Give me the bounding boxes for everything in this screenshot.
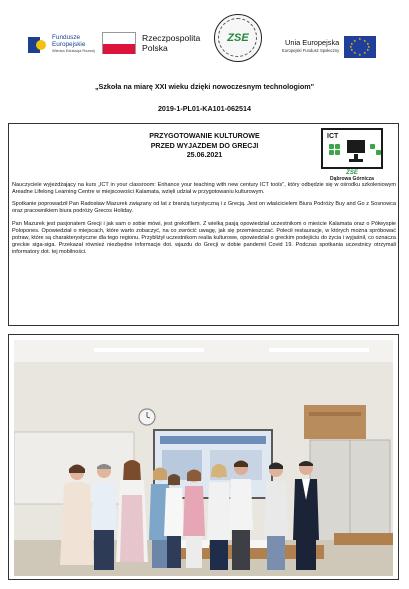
- article-paragraph: Pan Mazurek jest pasjonatem Grecji i jak sam o sobie mówi, jest grekofilem. Z wielką pasją opowiedział uczestnikom o mieście Kalamata oraz o Półwyspie Polopones. Opowiedział o miejscach, które warto zobaczyć, na co zwrócić uwagę, jak się przemieszczać. Polecił restauracje, w których można spróbować potraw, które są charakterystyczne dla tego regionu. Przybliżył uczestnikom realia kulturowe, opowiedział o greckim podejściu do życia i wyjaśnił, co oznacza greckie siga-siga. Przekazał również niezbędne informacje dot. wjazdu do Grecji w dobie pandemii Covid 19. Podczas spotkania uczestnicy otrzymali informatory dot. tej mobilności.: [12, 220, 396, 256]
- article-box: [8, 123, 399, 326]
- fe-logo-line1: Fundusze: [52, 34, 81, 41]
- fe-logo-line3: Wiedza Edukacja Rozwój: [52, 49, 95, 53]
- article-body: [12, 182, 396, 261]
- rp-logo-line2: Polska: [142, 43, 168, 53]
- photo-box: [8, 334, 399, 580]
- eu-flag-icon: ★ ★ ★ ★ ★ ★ ★ ★ ★ ★ ★ ★: [344, 36, 376, 58]
- rp-logo-line1: Rzeczpospolita: [142, 33, 201, 43]
- polish-flag-icon: [102, 32, 136, 54]
- zse-school-logo: [214, 14, 262, 62]
- group-photo: [14, 340, 393, 576]
- rzeczpospolita-logo: [102, 32, 200, 54]
- unia-europejska-logo: [282, 36, 376, 58]
- ue-logo-line1: Unia Europejska: [285, 38, 340, 47]
- article-title-line1: PRZYGOTOWANIE KULTUROWE: [149, 132, 260, 140]
- ict-school-name: ZSE: [346, 170, 358, 176]
- ict-label: ICT: [327, 133, 339, 140]
- ict-board-icon: [321, 128, 383, 169]
- project-slogan: „Szkoła na miarę XXI wieku dzięki nowoczesnym technologiom": [94, 82, 315, 91]
- article-title-line2: PRZED WYJAZDEM DO GRECJI: [150, 141, 259, 150]
- article-paragraph: Spotkanie poprowadził Pan Radosław Mazurek związany od lat z branżą turystyczną i z Grecją. Jest on właścicielem Biura Podróży Buy and Go z Sosnowca oraz pracownikiem biura podróży Grecos Holiday.: [12, 201, 396, 215]
- ict-city-name: Dąbrowa Górnicza: [330, 176, 374, 183]
- fe-logo-line2: Europejskie: [52, 41, 86, 48]
- logo-bar: [0, 14, 409, 74]
- zse-logo-text: ZSE: [227, 32, 249, 44]
- zse-seal-icon: [214, 14, 262, 62]
- ue-logo-line2: Europejski Fundusz Społeczny: [282, 48, 340, 53]
- article-paragraph: Nauczyciele wyjeżdżający na kurs „ICT in your classroom: Enhance your teaching with new century ICT tools", który odbędzie się w ośrodku szkoleniowym Areadne Lifelong Learning Centre w miejscowości Kalamata, wzięli udział w przygotowaniu kulturowym.: [12, 182, 396, 196]
- project-number: 2019-1-PL01-KA101-062514: [157, 104, 252, 113]
- fundusze-europejskie-logo: [28, 34, 95, 55]
- article-date: 25.06.2021: [186, 151, 223, 159]
- fe-star-icon: [28, 37, 48, 53]
- group-photo-illustration: [14, 340, 393, 576]
- ict-zse-logo: [321, 128, 383, 184]
